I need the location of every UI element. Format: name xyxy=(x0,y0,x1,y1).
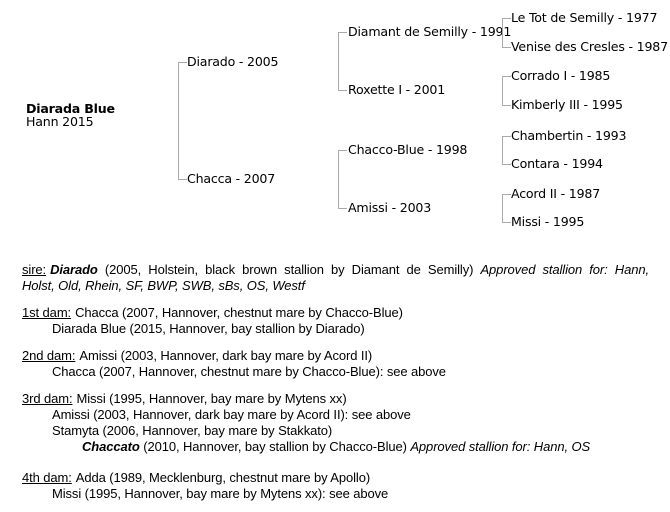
third-dam-label: 3rd dam: xyxy=(22,391,73,406)
bracket-gen3-b xyxy=(502,76,511,106)
second-dam-description: Amissi (2003, Hannover, dark bay mare by Acord II) xyxy=(79,348,373,363)
node-diamant-de-semilly: Diamant de Semilly - 1991 xyxy=(348,24,512,39)
first-dam-description: Chacca (2007, Hannover, chestnut mare by Chacco-Blue) xyxy=(75,305,403,320)
bracket-gen1 xyxy=(178,62,187,180)
first-dam-label: 1st dam: xyxy=(22,305,72,320)
node-kimberly: Kimberly III - 1995 xyxy=(511,97,623,112)
fourth-dam-description: Adda (1989, Mecklenburg, chestnut mare by Apollo) xyxy=(75,470,371,485)
third-dam-offspring xyxy=(22,423,670,439)
chaccato-approved-for: Approved stallion for: Hann, OS xyxy=(410,439,591,454)
second-dam-label: 2nd dam: xyxy=(22,348,76,363)
third-dam-line xyxy=(22,391,670,407)
root-horse-registry: Hann 2015 xyxy=(26,113,94,129)
third-dam-grand-offspring xyxy=(22,439,670,455)
fourth-dam-offspring xyxy=(22,486,670,502)
sire-line-1 xyxy=(22,262,649,278)
third-dam-description: Missi (1995, Hannover, bay mare by Mytens xx) xyxy=(76,391,347,406)
second-dam-offspring xyxy=(22,364,670,380)
bracket-gen2-sire xyxy=(338,32,347,91)
sire-line-2 xyxy=(22,278,670,294)
offspring-description: Diarada Blue (2015, Hannover, bay stallion by Diarado) xyxy=(52,321,365,336)
fourth-dam-label: 4th dam: xyxy=(22,470,72,485)
node-roxette: Roxette I - 2001 xyxy=(348,82,446,97)
offspring-description: Chacca (2007, Hannover, chestnut mare by Chacco-Blue): see above xyxy=(52,364,446,379)
node-venise-des-cresles: Venise des Cresles - 1987 xyxy=(511,39,668,54)
offspring-description: Stamyta (2006, Hannover, bay mare by Stakkato) xyxy=(52,423,333,438)
chaccato-name: Chaccato xyxy=(82,439,140,454)
bracket-gen3-d xyxy=(502,194,511,223)
sire-description: (2005, Holstein, black brown stallion by Diamant de Semilly) xyxy=(97,262,481,277)
root-horse-name: Diarada Blue xyxy=(26,101,115,116)
first-dam-offspring xyxy=(22,321,670,337)
root-horse xyxy=(26,103,115,128)
sire-approved-for: Approved stallion for: Hann, xyxy=(480,262,650,277)
first-dam-line xyxy=(22,305,670,321)
node-sire-diarado: Diarado - 2005 xyxy=(187,54,279,69)
third-dam-offspring xyxy=(22,407,670,423)
node-contara: Contara - 1994 xyxy=(511,156,603,171)
second-dam-section xyxy=(22,348,670,380)
offspring-description: Amissi (2003, Hannover, dark bay mare by Acord II): see above xyxy=(52,407,411,422)
sire-section xyxy=(22,262,670,294)
node-le-tot-de-semilly: Le Tot de Semilly - 1977 xyxy=(511,10,658,25)
bracket-gen2-dam xyxy=(338,150,347,209)
offspring-description: Missi (1995, Hannover, bay mare by Mytens xx): see above xyxy=(52,486,389,501)
pedigree-tree xyxy=(0,0,670,248)
node-chambertin: Chambertin - 1993 xyxy=(511,128,627,143)
sire-name: Diarado xyxy=(50,262,98,277)
damline-details xyxy=(0,248,670,502)
node-acord: Acord II - 1987 xyxy=(511,186,601,201)
node-missi: Missi - 1995 xyxy=(511,214,585,229)
first-dam-section xyxy=(22,305,670,337)
chaccato-description: (2010, Hannover, bay stallion by Chacco-Blue) xyxy=(139,439,411,454)
node-corrado: Corrado I - 1985 xyxy=(511,68,611,83)
bracket-gen3-c xyxy=(502,136,511,165)
sire-approved-for-continued: Holst, Old, Rhein, SF, BWP, SWB, sBs, OS, Westf xyxy=(22,278,305,293)
fourth-dam-line xyxy=(22,470,670,486)
node-chacco-blue: Chacco-Blue - 1998 xyxy=(348,142,468,157)
sire-label: sire: xyxy=(22,262,47,277)
fourth-dam-section xyxy=(22,470,670,502)
bracket-gen3-a xyxy=(502,18,511,48)
node-dam-chacca: Chacca - 2007 xyxy=(187,171,276,186)
third-dam-section xyxy=(22,391,670,455)
node-amissi: Amissi - 2003 xyxy=(348,200,432,215)
second-dam-line xyxy=(22,348,670,364)
